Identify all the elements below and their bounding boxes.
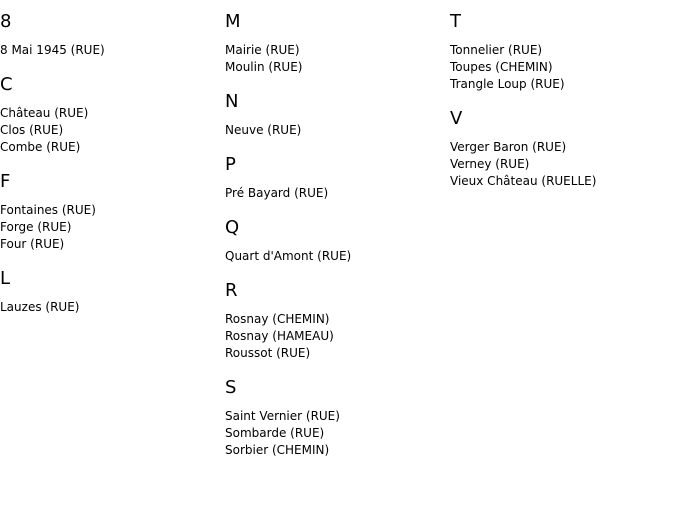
street-link[interactable]: Quart d'Amont (RUE) (225, 249, 352, 263)
street-link[interactable]: Château (RUE) (0, 106, 89, 120)
letter-group-r (225, 280, 445, 362)
letter-group-f (0, 171, 220, 253)
letter-heading: V (450, 108, 463, 129)
letter-group-8 (0, 11, 220, 59)
street-link[interactable]: Four (RUE) (0, 237, 65, 251)
index-column-1 (0, 11, 220, 331)
street-link[interactable]: Forge (RUE) (0, 220, 72, 234)
street-link[interactable]: Vieux Château (RUELLE) (450, 174, 597, 188)
letter-heading: C (0, 74, 13, 95)
street-link[interactable]: Roussot (RUE) (225, 346, 311, 360)
letter-group-s (225, 377, 445, 459)
street-link[interactable]: Mairie (RUE) (225, 43, 300, 57)
street-link[interactable]: Pré Bayard (RUE) (225, 186, 329, 200)
letter-heading: T (450, 11, 461, 32)
letter-heading: F (0, 171, 11, 192)
letter-heading: 8 (0, 11, 12, 32)
street-link[interactable]: Rosnay (HAMEAU) (225, 329, 334, 343)
street-link[interactable]: Moulin (RUE) (225, 60, 303, 74)
letter-heading: L (0, 268, 11, 289)
index-column-3 (450, 11, 670, 205)
street-link[interactable]: Combe (RUE) (0, 140, 81, 154)
street-link[interactable]: Verney (RUE) (450, 157, 530, 171)
street-link[interactable]: Tonnelier (RUE) (450, 43, 543, 57)
letter-heading: N (225, 91, 239, 112)
letter-group-v (450, 108, 670, 190)
letter-group-n (225, 91, 445, 139)
street-link[interactable]: Sombarde (RUE) (225, 426, 325, 440)
street-link[interactable]: Toupes (CHEMIN) (450, 60, 553, 74)
letter-group-t (450, 11, 670, 93)
letter-heading: P (225, 154, 236, 175)
letter-heading: Q (225, 217, 240, 238)
letter-group-p (225, 154, 445, 202)
street-link[interactable]: Verger Baron (RUE) (450, 140, 567, 154)
street-link[interactable]: Saint Vernier (RUE) (225, 409, 340, 423)
street-link[interactable]: Clos (RUE) (0, 123, 64, 137)
letter-heading: M (225, 11, 241, 32)
letter-group-l (0, 268, 220, 316)
street-link[interactable]: Trangle Loup (RUE) (450, 77, 565, 91)
letter-group-q (225, 217, 445, 265)
street-link[interactable]: Rosnay (CHEMIN) (225, 312, 330, 326)
street-link[interactable]: Neuve (RUE) (225, 123, 302, 137)
letter-heading: R (225, 280, 238, 301)
letter-group-m (225, 11, 445, 76)
letter-heading: S (225, 377, 237, 398)
street-link[interactable]: 8 Mai 1945 (RUE) (0, 43, 105, 57)
street-link[interactable]: Sorbier (CHEMIN) (225, 443, 330, 457)
street-link[interactable]: Fontaines (RUE) (0, 203, 96, 217)
street-link[interactable]: Lauzes (RUE) (0, 300, 80, 314)
letter-group-c (0, 74, 220, 156)
index-column-2 (225, 11, 445, 474)
